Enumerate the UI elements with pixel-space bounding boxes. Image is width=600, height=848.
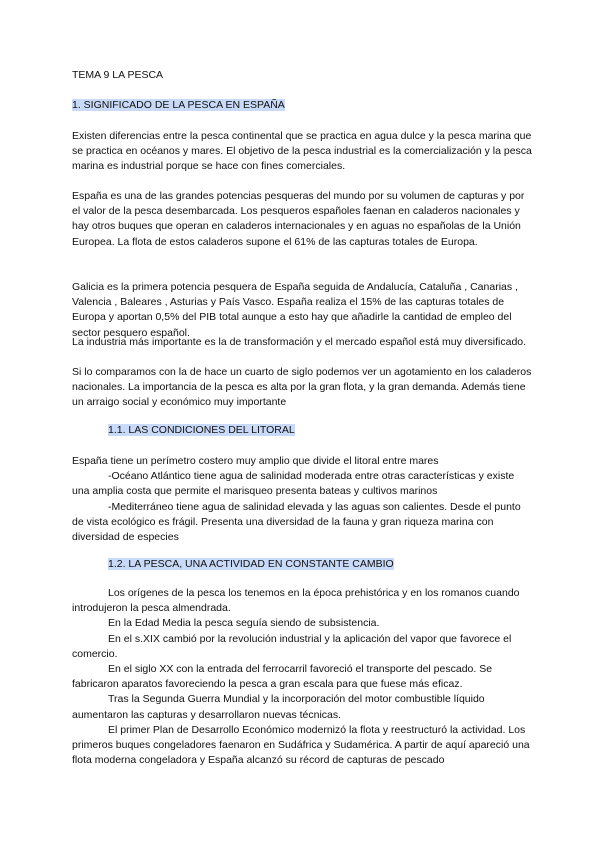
section-heading (72, 98, 532, 113)
subsection-heading (108, 557, 532, 572)
paragraph: Galicia es la primera potencia pesquera de España seguida de Andalucía, Cataluña , Canarias , Valencia , Baleares , Asturias y País Vasco. España realiza el 15% de las capturas totales de Europa y aportan 0,5% del PIB total aunque a esto hay que añadirle la cantidad de empleo del sector pesquero español. (72, 281, 518, 339)
subsection-heading-text: 1.1. LAS CONDICIONES DEL LITORAL (108, 424, 295, 436)
paragraph (72, 586, 532, 768)
paragraph-line: En el s.XIX cambió por la revolución industrial y la aplicación del vapor que favorece el comercio. (72, 632, 512, 660)
paragraph-line: Tras la Segunda Guerra Mundial y la incorporación del motor combustible líquido aumentaron las capturas y desarrollaron nuevas técnicas. (72, 693, 485, 721)
paragraph-line: En el siglo XX con la entrada del ferrocarril favoreció el transporte del pescado. Se fabricaron aparatos favoreciendo la pesca a gran escala para que fuese más eficaz. (72, 663, 493, 691)
subsection-heading-text: 1.2. LA PESCA, UNA ACTIVIDAD EN CONSTANTE CAMBIO (108, 558, 394, 570)
paragraph (72, 454, 532, 545)
paragraph-line: En la Edad Media la pesca seguía siendo de subsistencia. (108, 617, 380, 630)
section-heading-text: 1. SIGNIFICADO DE LA PESCA EN ESPAÑA (72, 99, 285, 111)
paragraph-line: El primer Plan de Desarrollo Económico modernizó la flota y reestructuró la actividad. Los primeros buques congeladores faenaron en Sudáfrica y Sudamérica. A partir de aquí apareció una flota moderna congeladora y España alcanzó su récord de capturas de pescado (72, 723, 530, 767)
paragraph: Existen diferencias entre la pesca continental que se practica en agua dulce y la pesca marina que se practica en océanos y mares. El objetivo de la pesca industrial es la comercialización y la pesca marina es industrial porque se hace con fines comerciales. (72, 130, 532, 173)
subsection-heading (108, 423, 532, 438)
list-item: -Océano Atlántico tiene agua de salinidad moderada entre otras características y existe una amplia costa que permite el marisqueo presenta bateas y cultivos marinos (72, 470, 515, 498)
paragraph: España es una de las grandes potencias pesqueras del mundo por su volumen de capturas y por el valor de la pesca desembarcada. Los pesqueros españoles faenan en caladeros nacionales y hay otros buques que operan en caladeros internacionales y en aguas no españolas de la Unión Europea. La flota de estos caladeros supone el 61% de las capturas totales de Europa. (72, 190, 525, 248)
paragraph: Si lo comparamos con la de hace un cuarto de siglo podemos ver un agotamiento en los caladeros nacionales. La importancia de la pesca es alta por la gran flota, y la gran demanda. Además tiene un arraigo social y económico muy importante (72, 366, 532, 409)
list-item: -Mediterráneo tiene agua de salinidad elevada y las aguas son calientes. Desde el punto de vista ecológico es frágil. Presenta una diversidad de la fauna y gran riqueza marina con diversidad de especies (72, 500, 521, 544)
document-title: TEMA 9 LA PESCA (72, 69, 164, 81)
paragraph-line: España tiene un perímetro costero muy amplio que divide el litoral entre mares (72, 455, 439, 467)
paragraph-line: Los orígenes de la pesca los tenemos en la época prehistórica y en los romanos cuando introdujeron la pesca almendrada. (72, 587, 520, 615)
paragraph: La industria más importante es la de transformación y el mercado español está muy diversificado. (72, 336, 527, 348)
